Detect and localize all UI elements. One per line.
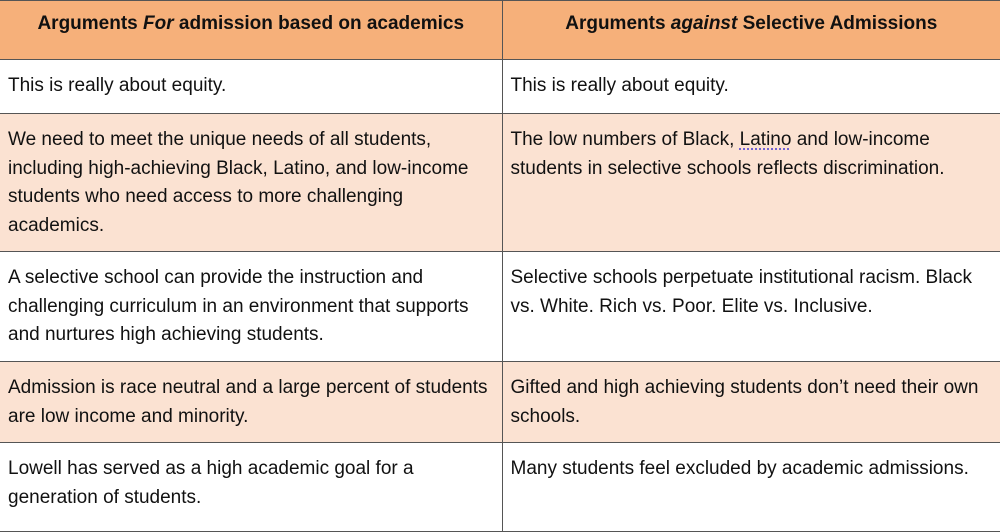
header-against [502,1,1000,60]
cell-against [502,252,1000,362]
cell-for: This is really about equity. [0,60,502,114]
table-row [0,443,1000,532]
cell-against-text: Selective schools perpetuate institutional racism. Black vs. White. Rich vs. Poor. Elite vs. Inclusive. [510,267,973,317]
table-row [0,60,1000,114]
cell-for: Admission is race neutral and a large percent of students are low income and minority. [0,362,502,443]
header-against-pre: Arguments [565,13,671,34]
header-against-post: Selective Admissions [737,13,938,34]
header-for-emphasis: For [143,13,174,34]
cell-against [502,362,1000,443]
cell-for: A selective school can provide the instruction and challenging curriculum in an environment that supports and nurtures high achieving students. [0,252,502,362]
header-for [0,1,502,60]
table-row [0,362,1000,443]
cell-against-text: Gifted and high achieving students don’t need their own schools. [510,377,979,427]
table-row [0,252,1000,362]
cell-against-text: Many students feel excluded by academic admissions. [510,458,969,479]
cell-against-text-post: and low-income students in selective schools reflects discrimination. [510,129,945,179]
cell-for: Lowell has served as a high academic goal for a generation of students. [0,443,502,532]
header-row [0,1,1000,60]
cell-against-text: The low numbers of Black, [510,129,740,150]
header-for-post: admission based on academics [173,13,465,34]
cell-against [502,114,1000,252]
cell-for: We need to meet the unique needs of all students, including high-achieving Black, Latino, and low-income students who need access to more challenging academics. [0,114,502,252]
table-row [0,114,1000,252]
cell-against [502,443,1000,532]
cell-against [502,60,1000,114]
header-against-emphasis: against [670,13,738,34]
cell-against-text: This is really about equity. [510,75,729,96]
header-for-pre: Arguments [37,13,144,34]
spellcheck-word[interactable]: Latino [739,129,792,150]
